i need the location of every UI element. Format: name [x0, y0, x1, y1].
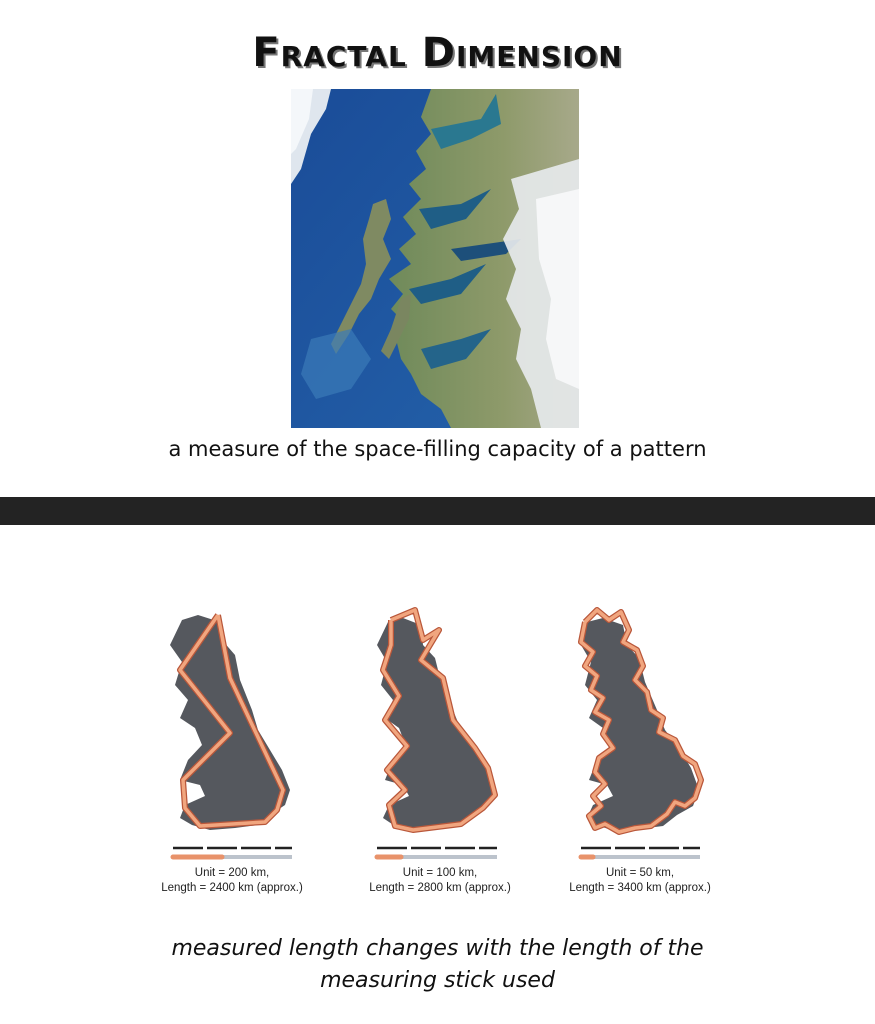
length-label: Length = 2800 km (approx.)	[369, 882, 511, 894]
footer-line-2: measuring stick used	[320, 968, 555, 993]
top-section	[0, 0, 875, 497]
page-title: Fractal Dimension	[252, 30, 623, 76]
footer-caption	[0, 933, 875, 997]
length-label: Length = 2400 km (approx.)	[161, 882, 303, 894]
length-label: Length = 3400 km (approx.)	[569, 882, 711, 894]
unit-label: Unit = 50 km,	[605, 867, 675, 879]
britain-map-50km	[545, 600, 735, 900]
unit-label: Unit = 100 km,	[402, 867, 478, 879]
britain-landmass	[170, 615, 290, 830]
coastline-satellite-image	[291, 89, 579, 428]
divider-band	[0, 497, 875, 525]
footer-line-1: measured length changes with the length of the	[171, 936, 704, 961]
caption-50km	[540, 866, 740, 896]
subtitle: a measure of the space-filling capacity of a pattern	[168, 437, 707, 461]
caption-200km	[132, 866, 332, 896]
unit-label: Unit = 200 km,	[194, 867, 270, 879]
britain-map-200km	[140, 600, 330, 900]
caption-100km	[340, 866, 540, 896]
britain-map-100km	[343, 600, 533, 900]
